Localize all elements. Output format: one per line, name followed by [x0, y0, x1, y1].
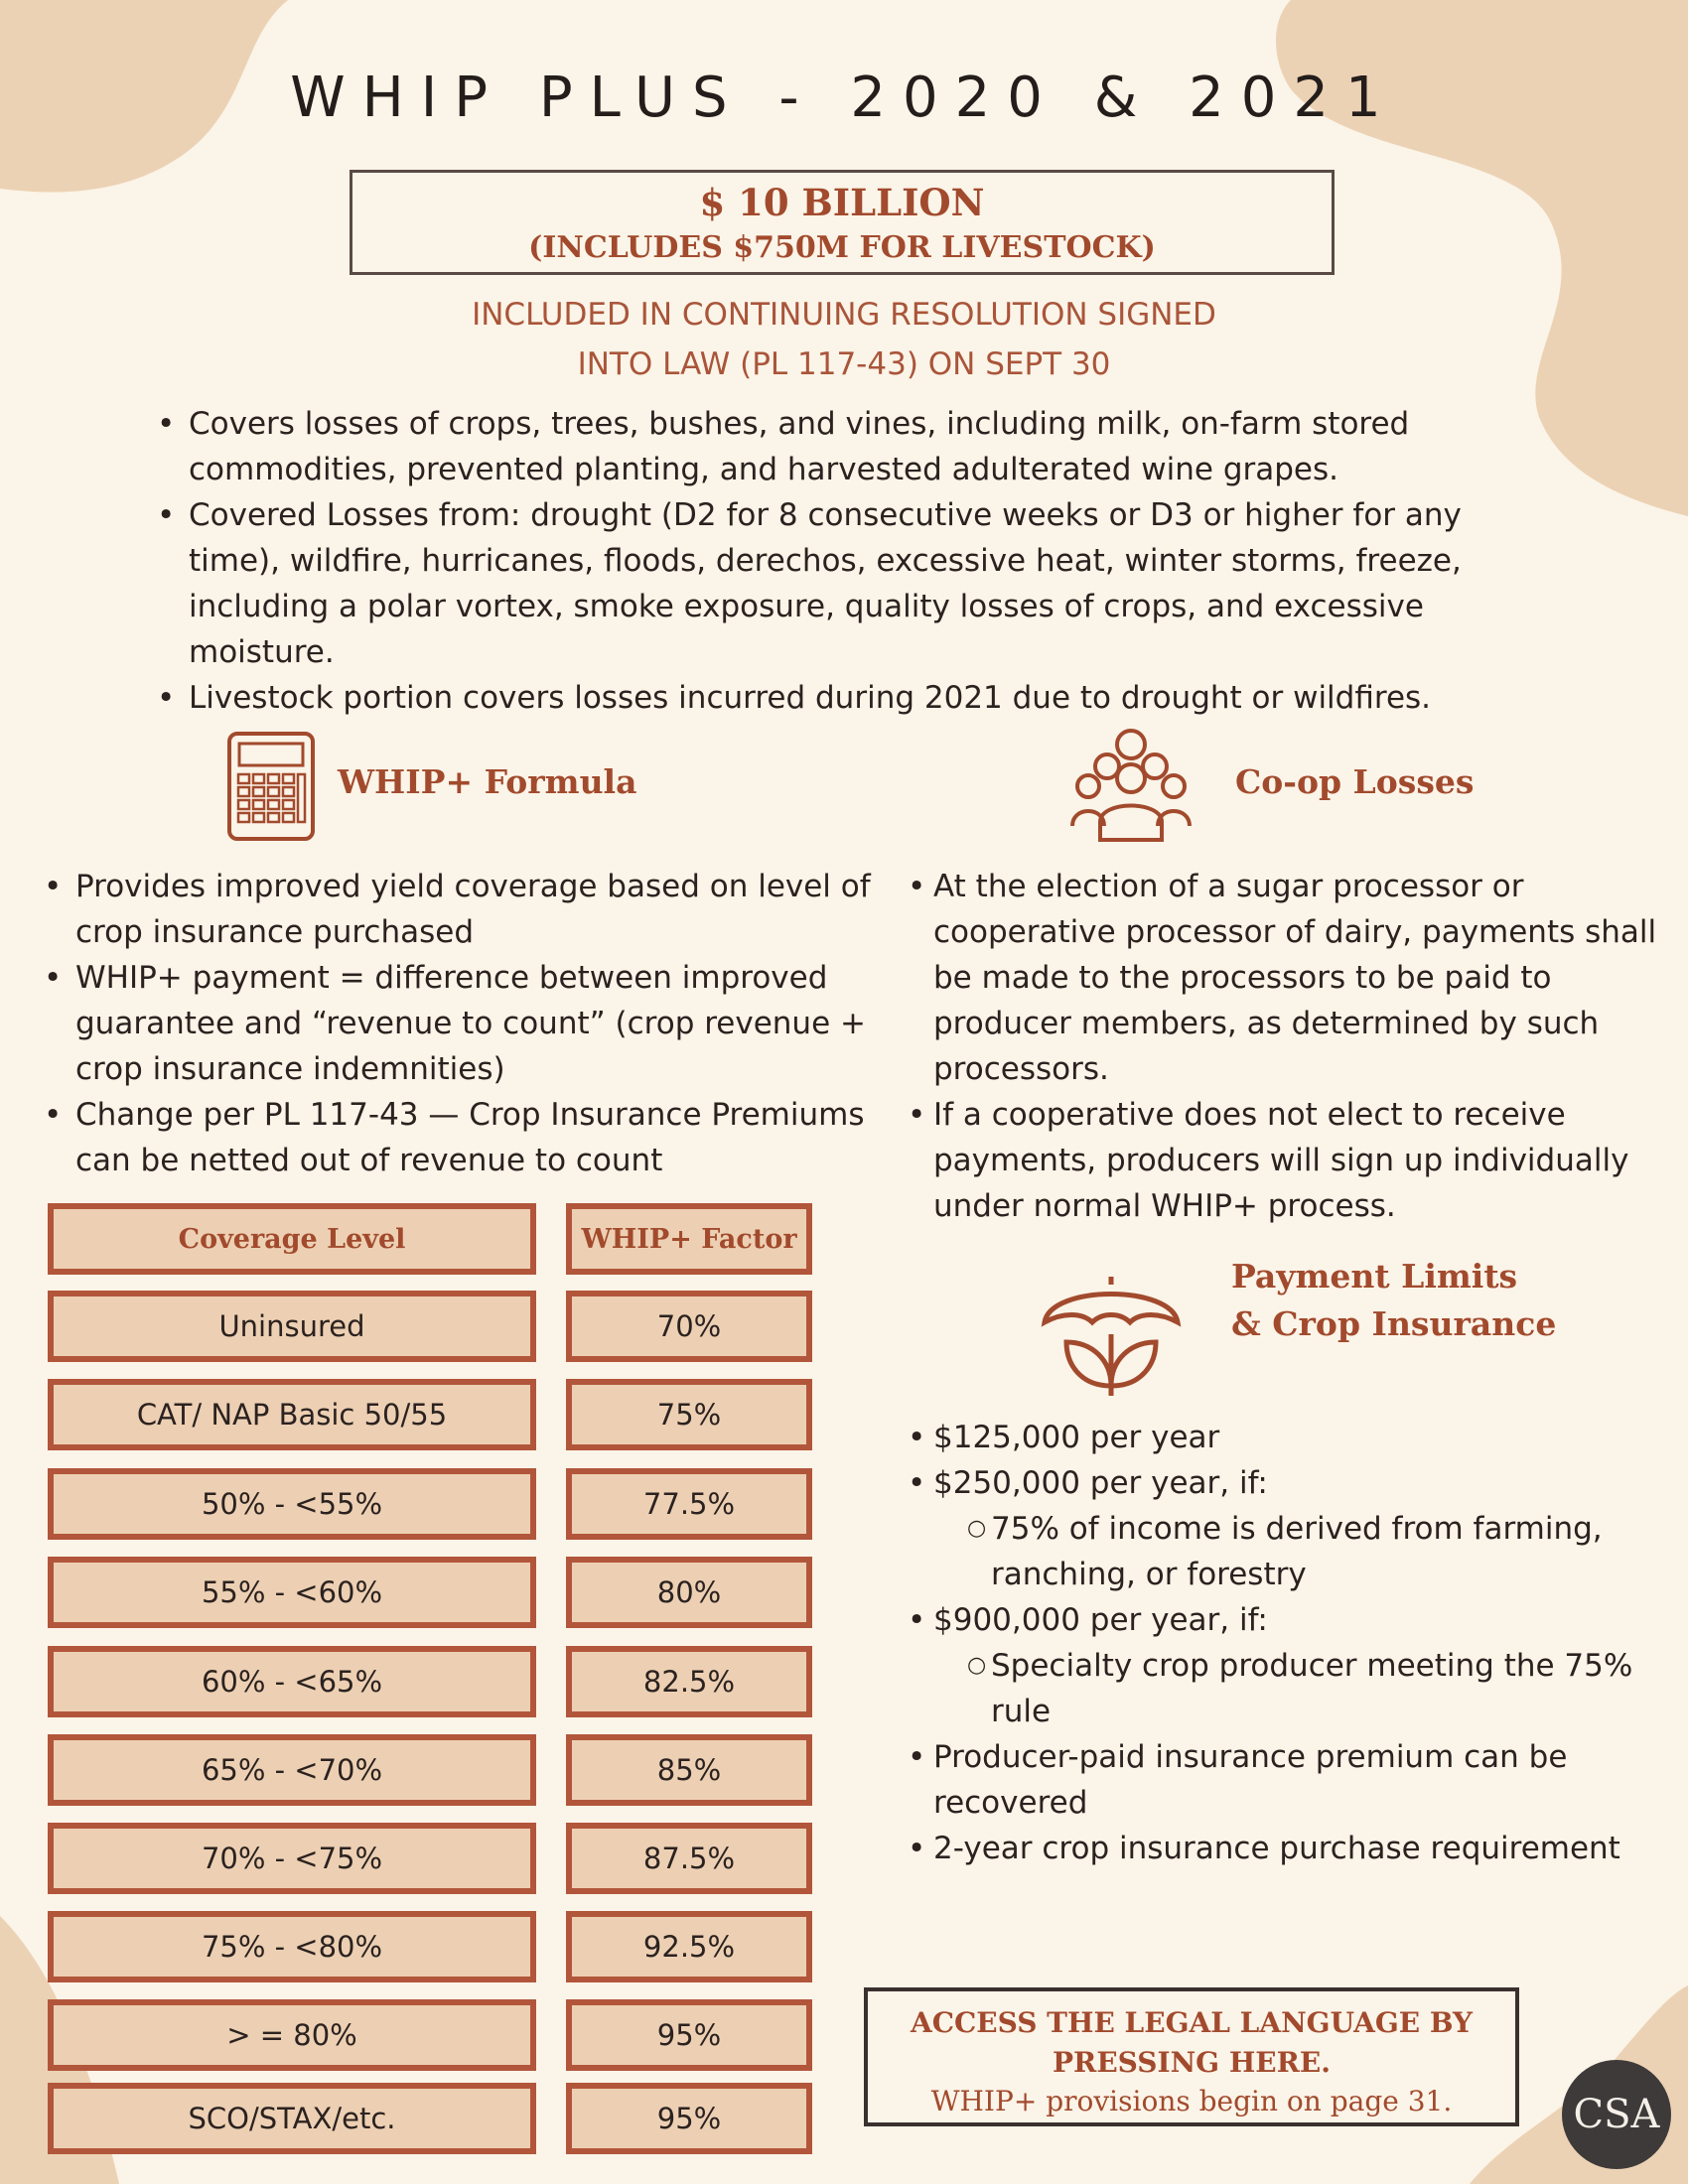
funding-amount: $ 10 BILLION [699, 181, 985, 224]
coop-item: • At the election of a sugar processor or cooperative processor of dairy, payments shall be made to the processors to be paid to producer members, as determined by such processors. [906, 864, 1660, 1092]
payment-heading-line-2: & Crop Insurance [1231, 1304, 1557, 1343]
table-header-whip-factor: WHIP+ Factor [566, 1203, 812, 1275]
table-cell-factor: 95% [566, 1999, 812, 2071]
formula-heading: WHIP+ Formula [338, 762, 637, 801]
formula-item: • Change per PL 117-43 — Crop Insurance Premiums can be netted out of revenue to count [38, 1092, 872, 1183]
csa-logo: CSA [1562, 2060, 1671, 2169]
table-cell-coverage: Uninsured [48, 1291, 536, 1362]
resolution-line-1: INCLUDED IN CONTINUING RESOLUTION SIGNED [472, 297, 1216, 333]
payment-item: • Producer-paid insurance premium can be recovered [906, 1734, 1660, 1826]
table-cell-coverage: 55% - <60% [48, 1557, 536, 1628]
table-cell-factor: 75% [566, 1379, 812, 1450]
legal-language-link[interactable] [864, 1987, 1519, 2126]
formula-item: • Provides improved yield coverage based on level of crop insurance purchased [38, 864, 872, 955]
payment-item: • 2-year crop insurance purchase requirement [906, 1826, 1660, 1871]
legal-link-text [868, 2003, 1515, 2083]
table-cell-coverage: 75% - <80% [48, 1911, 536, 1982]
table-cell-coverage: 70% - <75% [48, 1823, 536, 1894]
funding-amount-note: (INCLUDES $750M FOR LIVESTOCK) [528, 230, 1156, 265]
table-cell-coverage: 60% - <65% [48, 1646, 536, 1717]
coop-heading: Co-op Losses [1235, 762, 1475, 801]
page-title: WHIP PLUS - 2020 & 2021 [290, 66, 1398, 130]
payment-heading-line-1: Payment Limits [1231, 1257, 1518, 1296]
table-cell-coverage: CAT/ NAP Basic 50/55 [48, 1379, 536, 1450]
table-cell-factor: 85% [566, 1734, 812, 1806]
formula-item: • WHIP+ payment = difference between improved guarantee and “revenue to count” (crop revenue + crop insurance indemnities) [38, 955, 872, 1092]
table-cell-factor: 95% [566, 2083, 812, 2154]
table-cell-coverage: 65% - <70% [48, 1734, 536, 1806]
table-cell-coverage: > = 80% [48, 1999, 536, 2071]
overview-item: • Livestock portion covers losses incurred during 2021 due to drought or wildfires. [151, 675, 1541, 721]
table-cell-factor: 87.5% [566, 1823, 812, 1894]
table-header-coverage-level: Coverage Level [48, 1203, 536, 1275]
overview-item: • Covers losses of crops, trees, bushes, and vines, including milk, on-farm stored commodities, prevented planting, and harvested adulterated wine grapes. [151, 401, 1541, 492]
table-cell-factor: 77.5% [566, 1468, 812, 1540]
payment-subitem: ○ 75% of income is derived from farming, ranching, or forestry [906, 1506, 1660, 1597]
payment-subitem: ○ Specialty crop producer meeting the 75% rule [906, 1643, 1660, 1734]
payment-item: • $250,000 per year, if: [906, 1460, 1660, 1506]
resolution-line-2: INTO LAW (PL 117-43) ON SEPT 30 [577, 346, 1111, 382]
legal-page-note: WHIP+ provisions begin on page 31. [930, 2085, 1453, 2117]
table-cell-factor: 82.5% [566, 1646, 812, 1717]
legal-link-line-1: ACCESS THE LEGAL LANGUAGE BY [910, 2006, 1474, 2039]
payment-item: • $125,000 per year [906, 1415, 1660, 1460]
legal-link-line-2: PRESSING HERE. [1053, 2046, 1331, 2079]
table-cell-coverage: SCO/STAX/etc. [48, 2083, 536, 2154]
table-cell-factor: 80% [566, 1557, 812, 1628]
payment-item: • $900,000 per year, if: [906, 1597, 1660, 1643]
table-cell-factor: 70% [566, 1291, 812, 1362]
table-cell-factor: 92.5% [566, 1911, 812, 1982]
overview-item: • Covered Losses from: drought (D2 for 8 consecutive weeks or D3 or higher for any time), wildfire, hurricanes, floods, derechos, excessive heat, winter storms, freeze, including a polar vortex, smoke exposure, quality losses of crops, and excessive moisture. [151, 492, 1541, 675]
table-cell-coverage: 50% - <55% [48, 1468, 536, 1540]
coop-item: • If a cooperative does not elect to receive payments, producers will sign up individually under normal WHIP+ process. [906, 1092, 1660, 1229]
